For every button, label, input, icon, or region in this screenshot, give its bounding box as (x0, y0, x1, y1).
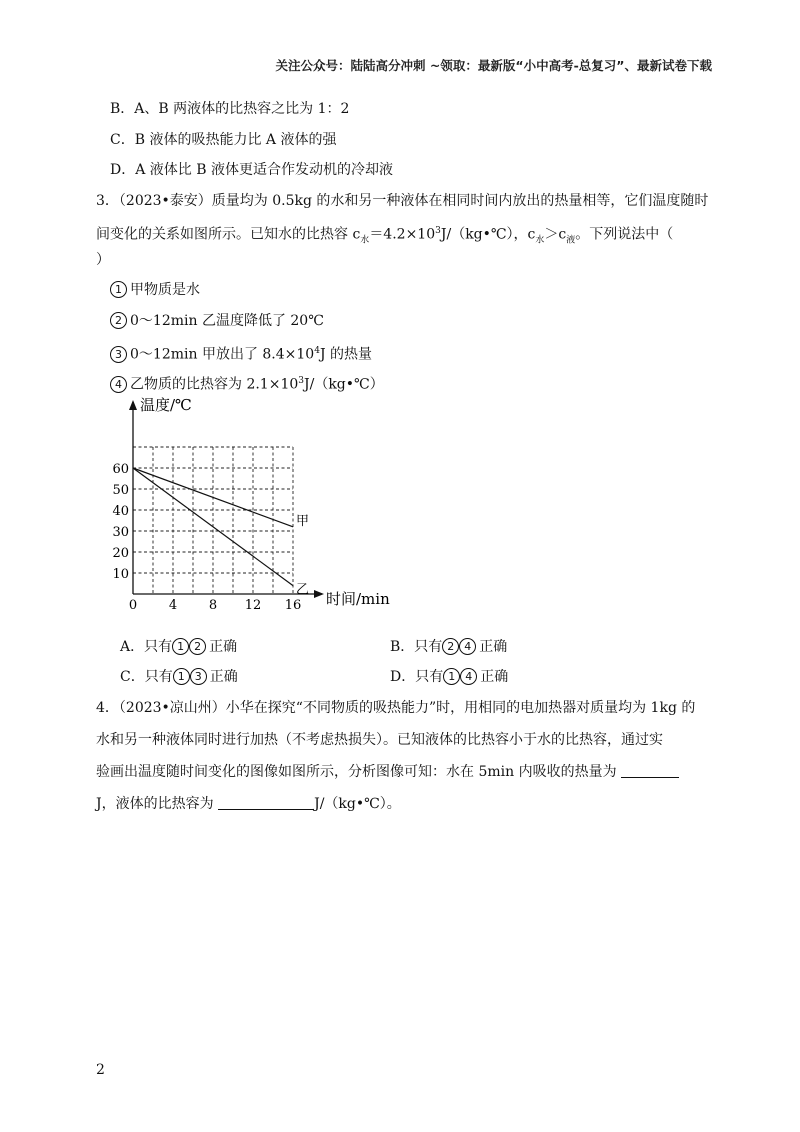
prev-option-d: D．A 液体比 B 液体更适合作发动机的冷却液 (110, 162, 393, 178)
q4-stem-line3: 验画出温度随时间变化的图像如图所示，分析图像可知：水在 5min 内吸收的热量为 (96, 762, 679, 782)
q3-stem-line1: 3．（2023•泰安）质量均为 0.5kg 的水和另一种液体在相同时间内放出的热量相等，它们温度随时 (96, 193, 709, 209)
page-header: 关注公众号：陆陆高分冲刺 ~领取：最新版“小中高考-总复习”、最新试卷下载 (275, 58, 712, 73)
circled-number: 4 (460, 668, 477, 685)
q4-stem-line1: 4．（2023•凉山州）小华在探究“不同物质的吸热能力”时，用相同的电加热器对质量均为 1kg 的 (96, 700, 696, 716)
q3-stem-line3: ） (96, 252, 110, 268)
prev-option-c: C．B 液体的吸热能力比 A 液体的强 (110, 132, 337, 148)
q4-stem-line2: 水和另一种液体同时进行加热（不考虑热损失）。已知液体的比热容小于水的比热容，通过实 (96, 732, 663, 748)
page-number: 2 (96, 1062, 105, 1078)
circled-number: 1 (110, 281, 127, 298)
circled-number: 1 (173, 668, 190, 685)
temperature-time-chart (100, 392, 400, 614)
y-axis-arrow (129, 400, 137, 410)
q3-option-d[interactable]: D．只有 1 4 正确 (390, 669, 509, 685)
series-label: 乙 (296, 582, 310, 598)
x-axis-label: 时间/min (326, 590, 390, 608)
q3-statement-2: 2 0～12min 乙温度降低了 20℃ (110, 311, 324, 331)
chart-grid (133, 447, 293, 594)
circled-number: 2 (189, 638, 206, 655)
q4-stem-line4: J，液体的比热容为 J/（kg•℃）。 (96, 796, 401, 812)
y-tick-label: 30 (112, 525, 129, 540)
x-axis-arrow (314, 590, 324, 598)
answer-blank-1[interactable] (621, 763, 679, 778)
x-tick-label: 8 (208, 598, 218, 613)
q3-stem-line2: 间变化的关系如图所示。已知水的比热容 $c_水=4.2\times 10^3J/(kg•℃)$，$c_水>c_液$。下列说法中（ (96, 226, 674, 246)
y-tick-label: 50 (112, 483, 129, 498)
x-tick-label: 4 (168, 598, 178, 613)
q3-statement-3: 3 0～12min 甲放出了 $8.4\times 10^4J$ 的热量 (110, 341, 372, 365)
chart-axes (129, 400, 324, 598)
q3-option-a[interactable]: A．只有 1 2 正确 (120, 639, 238, 655)
x-tick-label: 12 (244, 598, 262, 613)
y-tick-label: 20 (112, 546, 129, 561)
q3-statement-4: 4 乙物质的比热容为 $2.1\times 10^3J/(kg•℃)$ (110, 371, 384, 395)
y-tick-label: 10 (112, 567, 129, 582)
y-tick-label: 40 (112, 504, 129, 519)
y-tick-label: 60 (112, 462, 129, 477)
answer-blank-2[interactable] (218, 795, 314, 810)
circled-number: 1 (172, 638, 189, 655)
chart-series (133, 468, 309, 598)
q3-statement-1: 1 甲物质是水 (110, 280, 200, 300)
circled-number: 3 (190, 668, 207, 685)
prev-option-b: B．A、B 两液体的比热容之比为 1：2 (110, 101, 350, 117)
circled-number: 2 (442, 638, 459, 655)
q3-option-b[interactable]: B．只有 2 4 正确 (390, 639, 508, 655)
circled-number: 3 (110, 346, 127, 363)
circled-number: 1 (443, 668, 460, 685)
y-axis-label: 温度/℃ (140, 396, 192, 414)
circled-number: 4 (110, 376, 127, 393)
q3-option-c[interactable]: C．只有 1 3 正确 (120, 669, 238, 685)
x-tick-label: 16 (284, 598, 302, 613)
series-label: 甲 (296, 513, 310, 529)
circled-number: 2 (110, 312, 127, 329)
circled-number: 4 (459, 638, 476, 655)
x-tick-label: 0 (128, 598, 138, 613)
